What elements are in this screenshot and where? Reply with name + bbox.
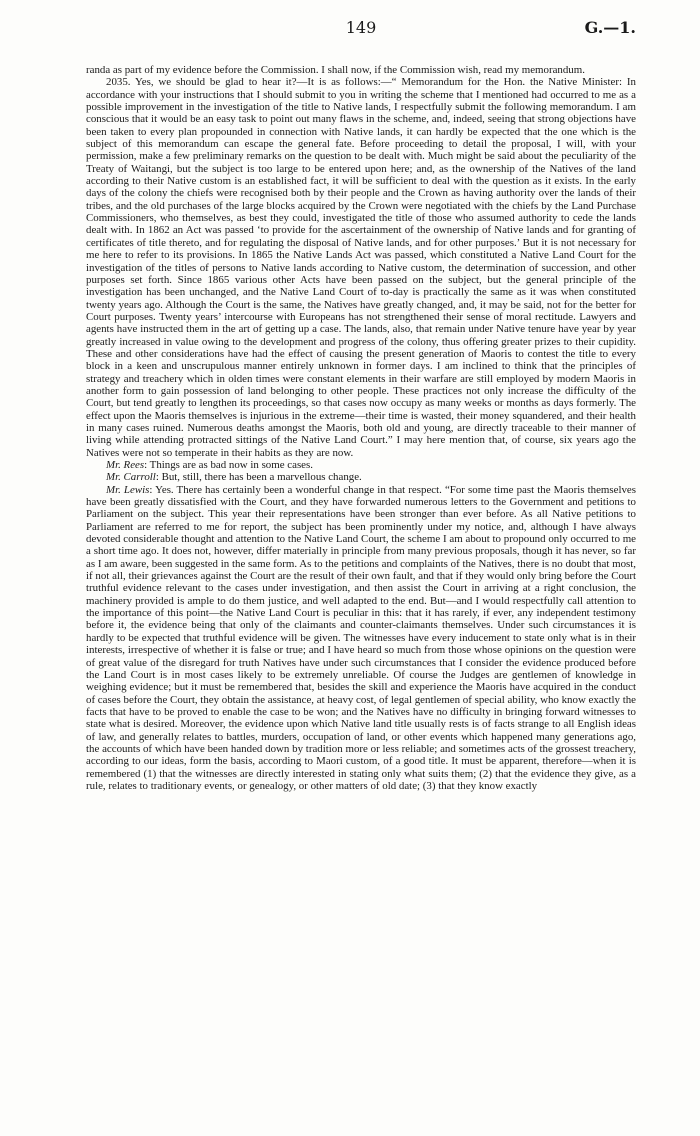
speaker-name: Mr. Lewis	[106, 483, 150, 496]
paragraph-text: 2035. Yes, we should be glad to hear it?—It is as follows:—“ Memorandum for the Hon. the Native Minister: In accordance with your instructions that I should submit to you in writing the scheme that I mentioned had occurred to me as a possible improvement in the investigation of the title to Native lands, I respectfully submit the following memorandum. I am conscious that it would be an easy task to point out many flaws in the scheme, and, indeed, seeing that strong objections have been taken to every plan propounded in connection with Native lands, it can hardly be expected that the one which is the subject of this memorandum can escape the general fate. Before proceeding to detail the proposal, I will, with your permission, make a few preliminary remarks on the question to be dealt with. Much might be said about the peculiarity of the Treaty of Waitangi, but the subject is too large to be entered upon here; and, as the ownership of the Natives of the land according to their Native custom is an established fact, it will be sufficient to deal with the question as it exists. In the early days of the colony the chiefs were recognised both by their people and the Crown as having authority over the lands of their tribes, and the old purchases of the large blocks acquired by the Crown were negotiated with the chiefs by the Land Purchase Commissioners, who themselves, as best they could, investigated the title of those who assumed authority to cede the lands dealt with. In 1862 an Act was passed ‘to provide for the ascertainment of the ownership of Native lands and for granting of certificates of title thereto, and for regulating the disposal of Native lands, and for other purposes.’ But it is not necessary for me here to refer to its provisions. In 1865 the Native Lands Act was passed, which constituted a Native Land Court for the investigation of the titles of persons to Native lands according to Native custom, the determination of succession, and other purposes set forth. Since 1865 various other Acts have been passed on the subject, but the general principle of the investigation has been unchanged, and the Native Land Court of to-day is practically the same as it was when constituted twenty years ago. Although the Court is the same, the Natives have greatly changed, and, it may be said, not for the better for Court purposes. Twenty years’ intercourse with Europeans has not strengthened their sense of moral rectitude. Lawyers and agents have instructed them in the art of getting up a case. The lands, also, that remain under Native tenure have year by year greatly increased in value owing to the development and progress of the colony, thus offering greater prizes to their cupidity. These and other considerations have had the effect of causing the present generation of Maoris to contest the title to every block in a keen and unscrupulous manner entirely unknown in former days. I am inclined to think that the principles of strategy and treachery which in olden times were constant elements in their warfare are still employed by modern Maoris in another form to gain possession of land belonging to other people. These practices not only increase the difficulty of the Court, but tend greatly to lengthen its proceedings, so that cases now occupy as many weeks or months as days formerly. The effect upon the Maoris themselves is injurious in the extreme—their time is wasted, their money squandered, and their health in many cases ruined. Numerous deaths amongst the Maoris, both old and young, are directly traceable to their manner of living while attending protracted sittings of the Native Land Court.” I may here mention that, of course, six years ago the Natives were not so temperate in their habits as they are now.	[86, 76, 636, 459]
paragraph-text: : Things are as bad now in some cases.	[144, 459, 313, 471]
paragraph-text: : Yes. There has certainly been a wonderful change in that respect. “For some time past the Maoris themselves have been greatly dissatisfied with the Court, and they have forwarded numerous letters to the Government and petitions to Parliament on the subject. This year their representations have been stronger than ever before. As all Native petitions to Parliament are referred to me for report, the subject has been prominently under my notice, and, although I have always devoted considerable thought and attention to the Native Land Court, the scheme I am about to propound only occurred to me a short time ago. It does not, however, differ materially in principle from many previous proposals, though it has never, so far as I am aware, been suggested in the same form. As to the petitions and complaints of the Natives, there is no doubt that most, if not all, their grievances against the Court are the result of their own fault, and that if they would only bring before the Court truthful evidence relevant to the cases under investigation, and then assist the Court in arriving at a right conclusion, the machinery provided is ample to do them justice, and well adapted to the end. But—and I would respectfully call attention to the importance of this point—the Native Land Court is peculiar in this: that it has rarely, if ever, any independent testimony before it, the evidence being that only of the claimants and counter-claimants themselves. Under such circumstances it is hardly to be expected that truthful evidence will be given. The witnesses have every inducement to state only what is in their interests, irrespective of whether it is false or true; and I have heard so much from those whose opinions on the question were of great value of the disregard for truth Natives have under such circumstances that I consider the evidence produced before the Land Court is in most cases likely to be extremely unreliable. Of course the Judges are gentlemen of knowledge in weighing evidence; but it must be remembered that, besides the skill and experience the Maoris have acquired in the conduct of cases before the Court, they obtain the assistance, at heavy cost, of legal gentlemen of special ability, who know exactly the facts that have to be proved to enable the case to be won; and the Natives have no difficulty in bringing forward witnesses to state what is desired. Moreover, the evidence upon which Native land title usually rests is of facts strange to all English ideas of law, and generally relates to battles, murders, occupation of land, or other events which happened many generations ago, the accounts of which have been handed down by tradition more or less reliable; and sometimes acts of the grossest treachery, according to our ideas, form the basis, according to Maori custom, of a good title. It must be apparent, therefore—when it is remembered (1) that the witnesses are directly interested in stating only what suits them; (2) that the evidence they give, as a rule, relates to traditionary events, or genealogy, or other matters of old date; (3) that they know exactly	[86, 483, 636, 792]
document-body	[86, 64, 636, 792]
page-number: 149	[345, 18, 377, 37]
paragraph-text: : But, still, there has been a marvellous change.	[155, 471, 362, 484]
page-header	[86, 18, 636, 64]
paragraph	[86, 484, 636, 793]
speaker-name: Mr. Rees	[106, 459, 145, 471]
paragraph	[86, 76, 636, 459]
document-reference: G.—1.	[584, 18, 636, 37]
speaker-name: Mr. Carroll	[106, 471, 156, 484]
paragraph	[86, 471, 636, 483]
paragraph-text: randa as part of my evidence before the Commission. I shall now, if the Commission wish, read my memorandum.	[86, 64, 585, 76]
paragraph	[86, 64, 636, 76]
paragraph	[86, 459, 636, 471]
